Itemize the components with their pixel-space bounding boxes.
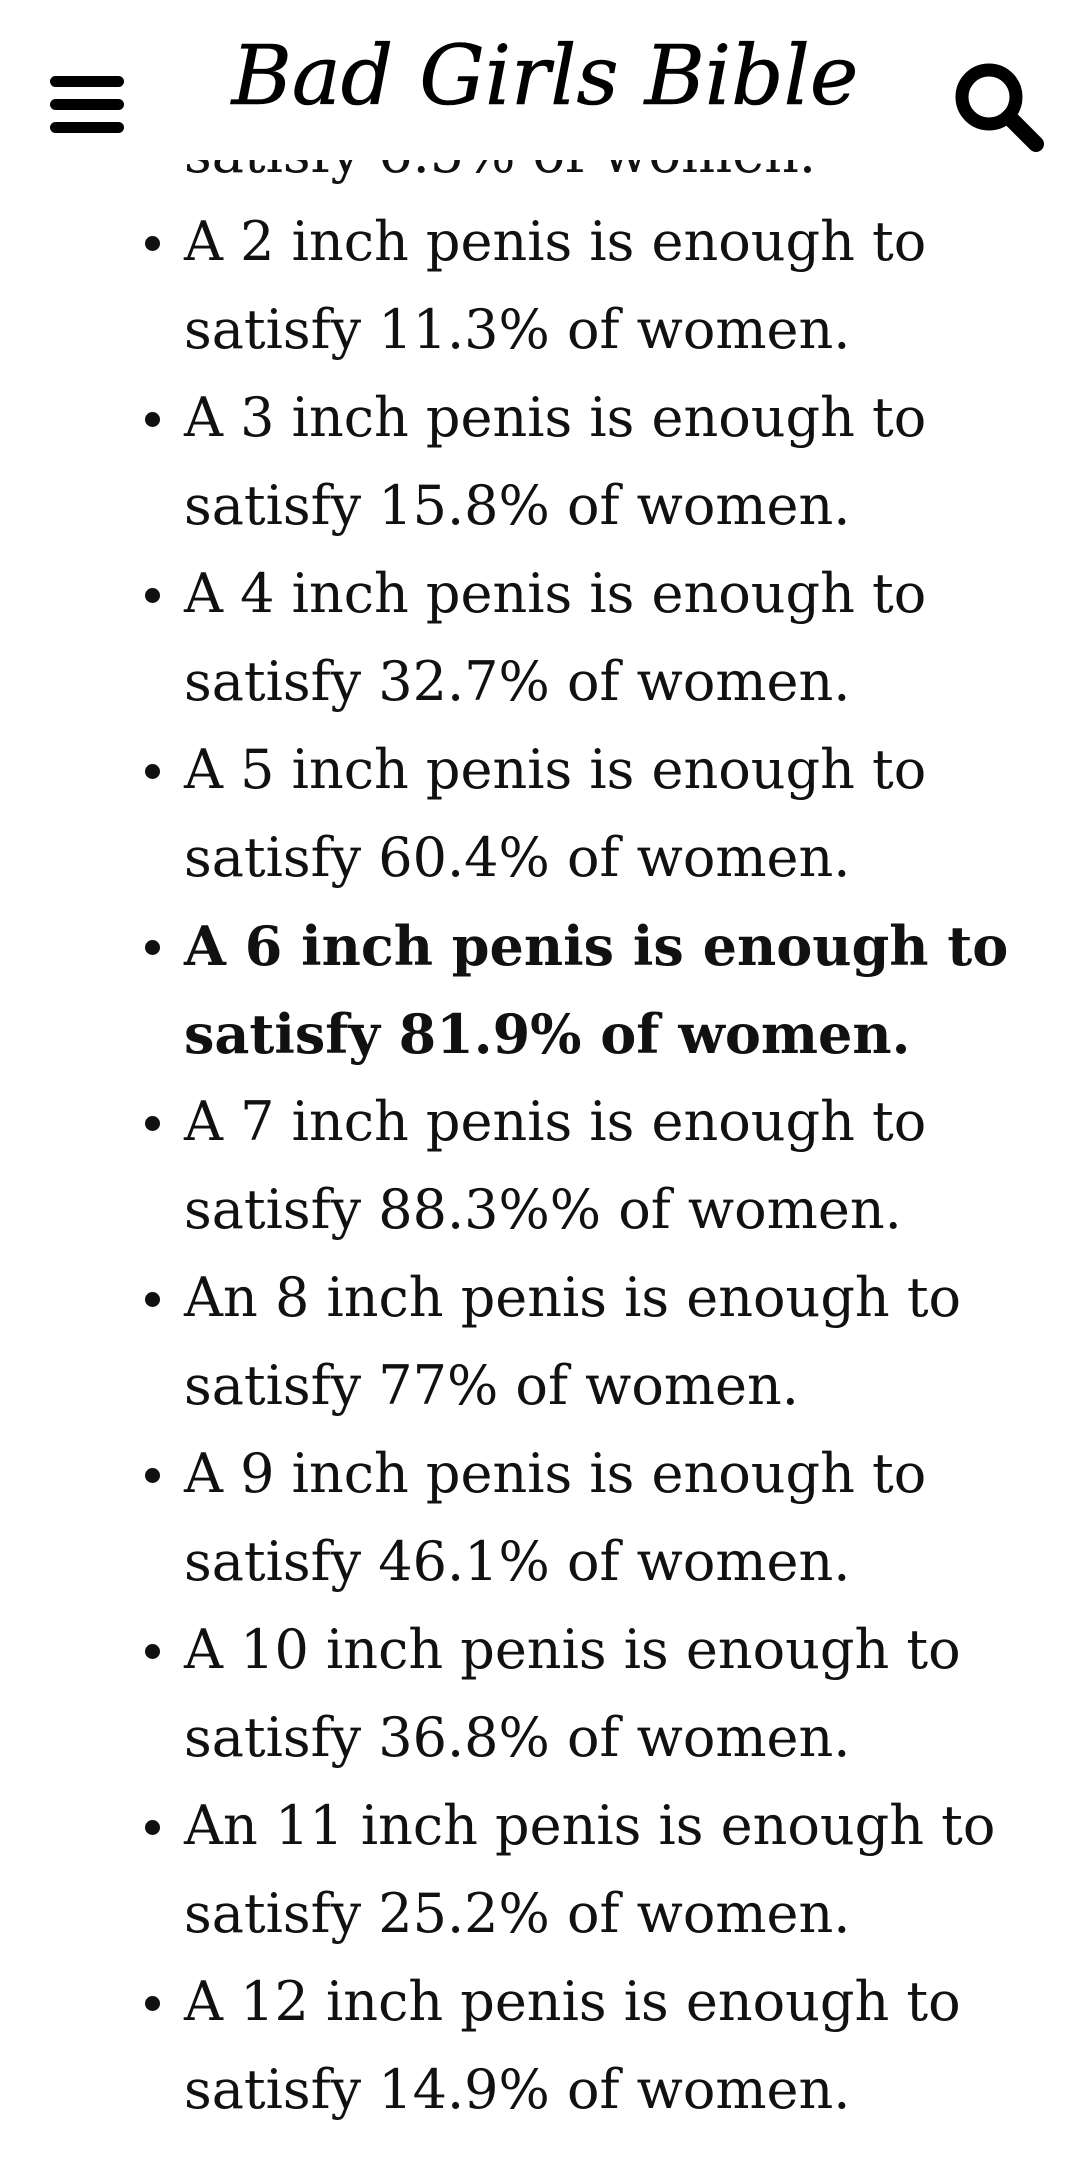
list-item-line1: A 7 inch penis is enough to [184,1090,927,1153]
list-item [0,550,1080,726]
list-item-line2: satisfy 11.3% of women. [184,298,851,361]
list-item-line1: A 5 inch penis is enough to [184,738,927,801]
list-item [0,1254,1080,1430]
list-item [0,726,1080,902]
list-item [0,902,1080,1078]
list-item-line1: A 3 inch penis is enough to [184,386,927,449]
list-item-line2: satisfy 46.1% of women. [184,1530,851,1593]
logo-text: Bad Girls Bible [231,29,859,124]
list-item-line2: satisfy 81.9% of women. [184,1002,911,1066]
list-item-line2: satisfy 36.8% of women. [184,1706,851,1769]
bullet-icon [145,1292,160,1307]
site-header [0,0,1080,160]
stats-list [0,198,1080,2134]
site-logo[interactable] [190,12,900,162]
list-item [0,1606,1080,1782]
menu-bar [50,99,124,110]
list-item-line2: satisfy 77% of women. [184,1354,799,1417]
list-item-line2: satisfy 15.8% of women. [184,474,851,537]
hamburger-menu-icon[interactable] [50,76,124,134]
list-item [0,1958,1080,2134]
bullet-icon [145,940,160,955]
list-item [0,374,1080,550]
bullet-icon [145,1468,160,1483]
list-item-line1: A 6 inch penis is enough to [184,914,1009,978]
list-item [0,1430,1080,1606]
list-item-line1: An 11 inch penis is enough to [184,1794,996,1857]
list-item-line1: A 4 inch penis is enough to [184,562,927,625]
menu-bar [50,76,124,87]
article-content [0,110,1080,2134]
logo-script-text [190,12,900,162]
bullet-icon [145,1996,160,2011]
bullet-icon [145,1644,160,1659]
list-item-line1: An 8 inch penis is enough to [184,1266,962,1329]
list-item-line1: A 10 inch penis is enough to [184,1618,961,1681]
list-item-line2: satisfy 88.3%% of women. [184,1178,902,1241]
bullet-icon [145,764,160,779]
list-item [0,1782,1080,1958]
list-item [0,198,1080,374]
list-item [0,1078,1080,1254]
search-icon[interactable] [952,60,1046,154]
bullet-icon [145,588,160,603]
list-item-line2: satisfy 14.9% of women. [184,2058,851,2121]
bullet-icon [145,1116,160,1131]
bullet-icon [145,236,160,251]
list-item-line2: satisfy 25.2% of women. [184,1882,851,1945]
bullet-icon [145,1820,160,1835]
list-item-line2: satisfy 60.4% of women. [184,826,851,889]
list-item-line1: A 12 inch penis is enough to [184,1970,961,2033]
list-item-line2: satisfy 32.7% of women. [184,650,851,713]
menu-bar [50,122,124,133]
list-item-line1: A 9 inch penis is enough to [184,1442,927,1505]
list-item-line1: A 2 inch penis is enough to [184,210,927,273]
bullet-icon [145,412,160,427]
